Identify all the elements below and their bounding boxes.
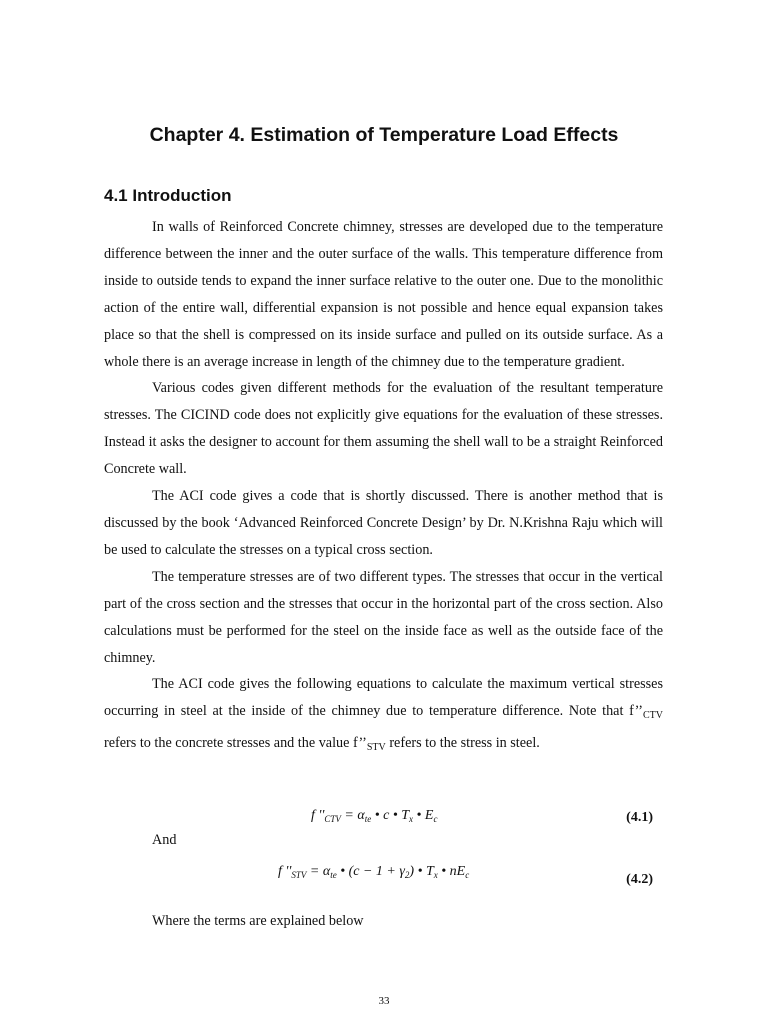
eq1-f-sub: CTV	[324, 814, 341, 824]
paragraph-3: The ACI code gives a code that is shortly discussed. There is another method that is discussed by the book ‘Advanced Reinforced Concrete Design’ by Dr. N.Krishna Raju which will be used to calculate the stresses on a typical cross section.	[104, 488, 663, 558]
eq1-alpha-sub: te	[364, 814, 372, 824]
body-text	[104, 214, 663, 762]
section-heading: 4.1 Introduction	[104, 186, 232, 205]
paragraph-4: The temperature stresses are of two different types. The stresses that occur in the vertical part of the cross section and the stresses that occur in the horizontal part of the cross section. Also calculations must be performed for the steel on the inside face as well as the outside face of the chimney.	[104, 568, 663, 666]
stv-subscript: STV	[366, 742, 386, 754]
paragraph-5-text-a: The ACI code gives the following equations to calculate the maximum vertical stresses occurring in steel at the inside of the chimney due to temperature difference. Note that f’’	[104, 676, 663, 720]
equation-4-2	[104, 864, 663, 888]
eq2-t-sub: x	[433, 870, 438, 880]
paragraph-5-text-b: refers to the concrete stresses and the value f’’	[104, 735, 367, 752]
equation-4-2-number: (4.2)	[626, 872, 653, 887]
eq2-f-sub: STV	[291, 870, 307, 880]
eq2-ne: • nE	[437, 864, 466, 879]
eq2-f: f ''	[278, 864, 292, 879]
equation-4-2-expression	[278, 864, 469, 880]
eq1-f: f ''	[311, 808, 325, 823]
eq2-alpha: = α	[306, 864, 331, 879]
paragraph-1: In walls of Reinforced Concrete chimney, stresses are developed due to the temperature difference between the inner and the outer surface of the walls. This temperature difference from inside to outside tends to expand the inner surface relative to the outer one. Due to the monolithic action of the entire wall, differential expansion is not possible and hence equal expansion takes place so that the shell is compressed on its inside surface and pulled on its outside surface. As a whole there is an average increase in length of the chimney due to the temperature gradient.	[104, 219, 663, 370]
eq2-paren: • (c − 1 + γ	[336, 864, 405, 879]
paragraph-5-text-c: refers to the stress in steel.	[385, 735, 540, 752]
eq2-e-sub: c	[465, 870, 470, 880]
eq2-gamma-sub: 2	[404, 870, 410, 880]
equation-4-1	[104, 808, 663, 832]
eq1-e: • E	[413, 808, 434, 823]
paragraph-5	[104, 671, 663, 762]
page-number: 33	[378, 995, 390, 1007]
equation-4-1-expression	[311, 808, 437, 824]
eq2-t: ) • T	[409, 864, 434, 879]
terms-intro: Where the terms are explained below	[152, 913, 364, 929]
eq1-e-sub: c	[433, 814, 438, 824]
chapter-title: Chapter 4. Estimation of Temperature Load Effects	[149, 124, 619, 146]
and-text: And	[152, 832, 177, 848]
eq1-ct: • c • T	[371, 808, 410, 823]
ctv-subscript: CTV	[643, 710, 663, 722]
eq2-alpha-sub: te	[330, 870, 337, 880]
equation-4-1-number: (4.1)	[626, 810, 653, 825]
eq1-t-sub: x	[409, 814, 414, 824]
paragraph-2: Various codes given different methods for the evaluation of the resultant temperature stresses. The CICIND code does not explicitly give equations for the evaluation of these stresses. Instead it asks the designer to account for them assuming the shell wall to be a straight Reinforced Concrete wall.	[104, 380, 663, 478]
eq1-alpha: = α	[340, 808, 365, 823]
